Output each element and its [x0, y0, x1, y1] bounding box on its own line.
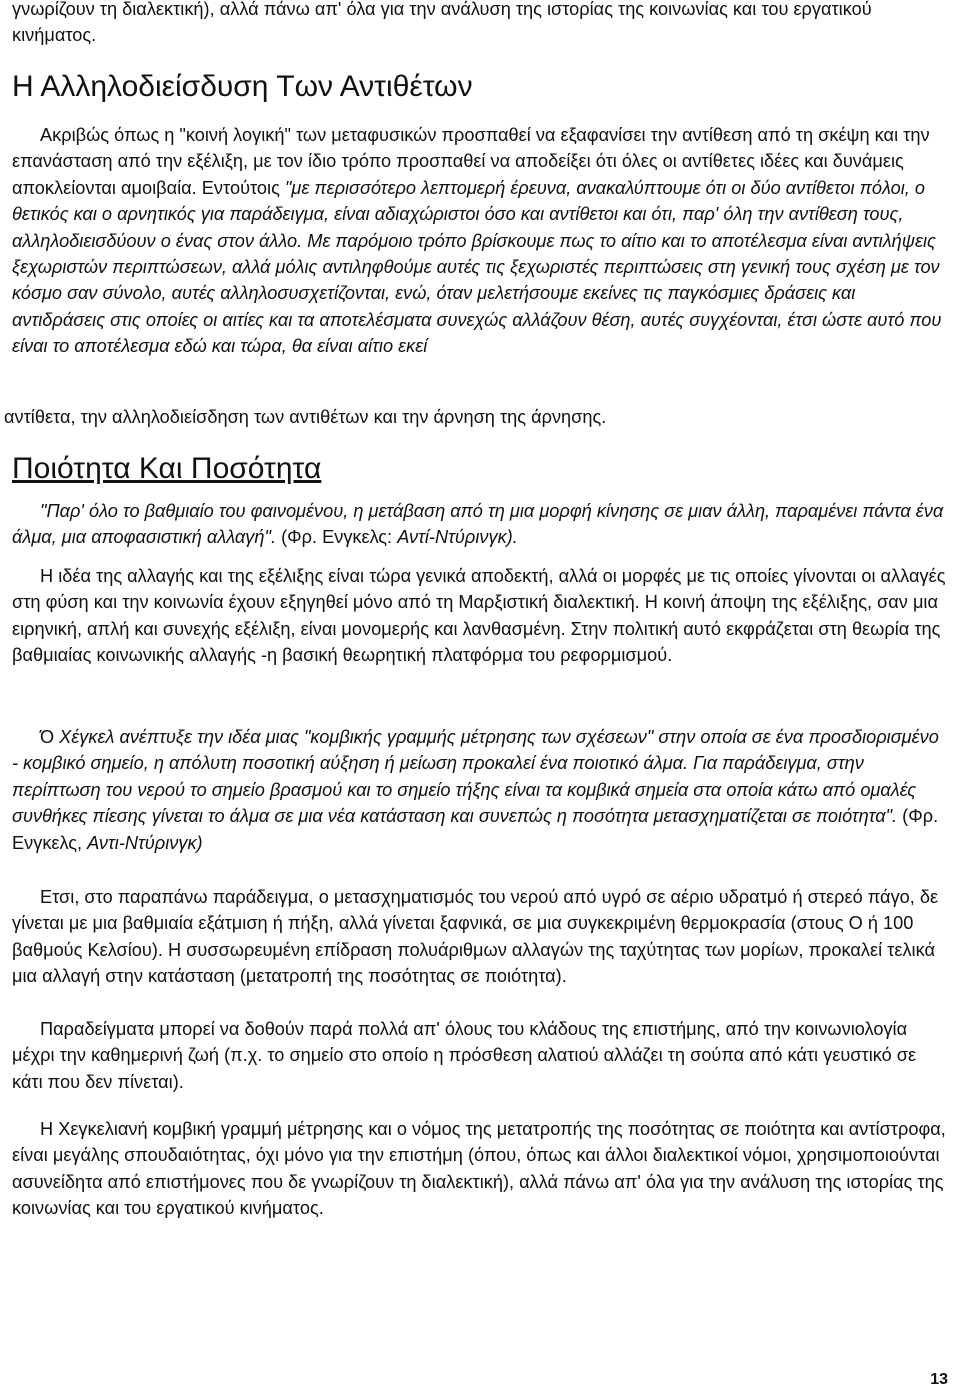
engels-quote-italic: "με περισσότερο λεπτομερή έρευνα, ανακαλύπτουμε ότι οι δύο αντίθετοι πόλοι, ο θετικός και ο αρνητικός για παράδειγμα, είναι αδιαχώριστοι όσο και αντίθετοι και ότι, παρ' όλη την αντίθεση τους, αλληλοδιεισδύουν ο ένας στον άλλο. Με παρόμοιο τρόπο βρίσκουμε πως το αίτιο και το αποτέλεσμα είναι αντιλήψεις ξεχωριστών περιπτώσεων, αλλά μόλις αντιληφθούμε αυτές τις ξεχωριστές περιπτώσεις στη γενική τους σχέση με τον κόσμο σαν σύνολο, αυτές αλληλοσυσχετίζονται, ενώ, όταν μελετήσουμε εκείνες τις παγκόσμιες δράσεις και αντιδράσεις στις οποίες οι αιτίες και τα αποτελέσματα συνεχώς αλλάζουν θέση, αυτές συγχέονται, έτσι ώστε αυτό που είναι το αποτέλεσμα εδώ και τώρα, θα είναι αίτιο εκεί — [12, 177, 942, 357]
carryover-paragraph: γνωρίζουν τη διαλεκτική), αλλά πάνω απ' όλα για την ανάλυση της ιστορίας της κοινωνίας και του εργατικού κινήματος. — [12, 0, 872, 46]
paragraph-water-example: Ετσι, στο παραπάνω παράδειγμα, ο μετασχηματισμός του νερού από υγρό σε αέριο υδρατμό ή στερεό πάγο, δε γίνεται με μια βαθμιαία εξάτμιση ή πήξη, αλλά γίνεται ξαφνικά, σε μια συγκεκριμένη θερμοκρασία (στους Ο ή 100 βαθμούς Κελσίου). Η συσσωρευμένη επίδραση πολυάριθμων αλλαγών της ταχύτητας των μορίων, προκαλεί τελικά μια αλλαγή στην κατάσταση (μετατροπή της ποσότητας σε ποιότητα). — [12, 887, 939, 987]
paragraph-change-evolution: Η ιδέα της αλλαγής και της εξέλιξης είναι τώρα γενικά αποδεκτή, αλλά οι μορφές με τις οποίες γίνονται οι αλλαγές στη φύση και την κοινωνία έχουν εξηγηθεί μόνο από τη Μαρξιστική διαλεκτική. Η κοινή άποψη της εξέλιξης, σαν μια ειρηνική, απλή και συνεχής εξέλιξη, είναι μονομερής και λανθασμένη. Στην πολιτική αυτό εκφράζεται στη θεωρία της βαθμιαίας κοινωνικής αλλαγής -η βασική θεωρητική πλατφόρμα του ρεφορμισμού. — [12, 566, 946, 666]
section-heading-interpenetration: Η Αλληλοδιείσδυση Των Αντιθέτων — [12, 70, 473, 103]
epigraph-reference-title: Αντί-Ντύρινγκ). — [397, 527, 518, 548]
paragraph-reference: (Φρ. Ενγκελς, — [12, 806, 939, 853]
paragraph-closing-line: αντίθετα, την αλληλοδιείσδηση των αντιθέτων και την άρνηση της άρνησης. — [4, 407, 607, 427]
paragraph-examples: Παραδείγματα μπορεί να δοθούν παρά πολλά απ' όλους του κλάδους της επιστήμης, από την κοινωνιολογία μέχρι την καθημερινή ζωή (π.χ. το σημείο στο οποίο η πρόσθεση αλατιού αλλάζει τη σούπα από κάτι γευστικό σε κάτι που δεν πίνεται). — [12, 1019, 917, 1092]
section-heading-quality-quantity: Ποιότητα Και Ποσότητα — [12, 452, 322, 485]
paragraph-text: Ακριβώς όπως η "κοινή λογική" των μεταφυσικών προσπαθεί να εξαφανίσει την αντίθεση από τη σκέψη και την επανάσταση από την εξέλιξη, με τον ίδιο τρόπο προσπαθεί να αποδείξει ότι όλες οι αντίθετες ιδέες και δυνάμεις αποκλείονται αμοιβαία. — [12, 125, 930, 198]
paragraph-reference-title: Αντι-Ντύρινγκ) — [87, 832, 203, 853]
paragraph-interpenetration — [12, 122, 948, 360]
paragraph-text-continued: Εντούτοις — [201, 177, 280, 198]
page-number: 13 — [930, 1371, 948, 1388]
paragraph-hegelian-law: Η Χεγκελιανή κομβική γραμμή μέτρησης και ο νόμος της μετατροπής της ποσότητας σε ποιότητα και αντίστροφα, είναι μεγάλης σπουδαιότητας, όχι μόνο για την επιστήμη (όπου, όπως και άλλοι διαλεκτικοί νόμοι, χρησιμοποιούνται ασυνείδητα από επιστήμονες που δε γνωρίζουν τη διαλεκτική), αλλά πάνω απ' όλα για την ανάλυση της ιστορίας της κοινωνίας και του εργατικού κινήματος. — [12, 1119, 946, 1219]
paragraph-start: Ό — [40, 727, 55, 747]
epigraph-text: "Παρ' όλο το βαθμιαίο του φαινομένου, η μετάβαση από τη μια μορφή κίνησης σε μιαν άλλη, παραμένει πάντα ένα άλμα, μια αποφασιστική αλλαγή". — [12, 501, 944, 548]
epigraph-reference: (Φρ. Ενγκελς: — [281, 527, 393, 548]
paragraph-hegel-nodal-line — [12, 724, 948, 856]
hegel-quote-italic: Χέγκελ ανέπτυξε την ιδέα μιας "κομβικής γραμμής μέτρησης των σχέσεων" στην οποία σε ένα προσδιορισμένο - κομβικό σημείο, η απόλυτη ποσοτική αύξηση ή μείωση προκαλεί ένα ποιοτικό άλμα. Για παράδειγμα, στην περίπτωση του νερού το σημείο βρασμού και το σημείο τήξης είναι τα κομβικά σημεία στα οποία κάτω από ομαλές συνθήκες πίεσης γίνεται το άλμα σε μια νέα κατάσταση και συνεπώς η ποσότητα μετασχηματίζεται σε ποιότητα". — [12, 727, 939, 827]
epigraph-quote — [12, 498, 948, 551]
